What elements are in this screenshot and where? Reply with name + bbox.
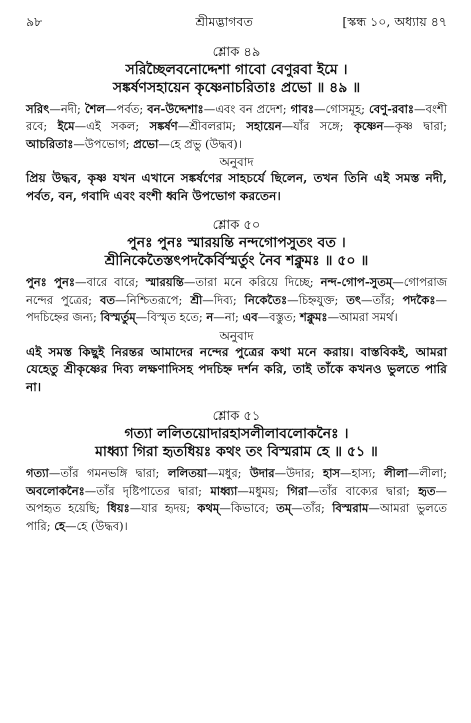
verse-block <box>26 44 447 205</box>
sanskrit-term: ইমে <box>57 119 75 134</box>
gloss: —গোপরাজ নন্দের পুত্রের; <box>26 275 448 307</box>
translation-text: এই সমস্ত কিছুই নিরন্তর আমাদের নন্দের পুত্রের কথা মনে করায়। বাস্তবিকই, আমরা যেহেতু শ্রীকৃষ্ণের দিব্য লক্ষণাদিসহ পদচিহ্ন দর্শন করি, তাই তাঁকে কখনও ভুলতে পারি না। <box>26 344 447 394</box>
sanskrit-term: গাবঃ <box>290 102 315 116</box>
verse-line: শ্রীনিকেতৈস্তৎপদকৈর্বিস্মর্তুং নৈব শক্নুমঃ ॥ ৫০ ॥ <box>104 253 369 270</box>
gloss: —অপহৃত হয়েছি; <box>26 483 447 516</box>
page-number: ৯৮ <box>26 14 43 29</box>
sanskrit-term: ধিয়ঃ <box>107 501 130 516</box>
sanskrit-term: বন-উদ্দেশাঃ <box>147 102 204 116</box>
verse-line: মাধ্ব্যা গিরা হৃতধিয়ঃ কথং তং বিস্মরাম হে ॥ ৫১ ॥ <box>95 444 378 461</box>
verse-line: সরিচ্ছৈলবনোদ্দেশা গাবো বেণুরবা ইমে । <box>125 62 348 78</box>
sanskrit-term: কথম্ <box>197 501 220 516</box>
translation-label: অনুবাদ <box>219 328 254 343</box>
verse-line: গত্যা ললিতয়োদারহাসলীলাবলোকনৈঃ । <box>124 426 349 443</box>
gloss: —তাঁর; <box>291 501 333 516</box>
sanskrit-term: শৈল <box>84 102 106 116</box>
verse-number: শ্লোক ৫১ <box>212 409 261 425</box>
sanskrit-term: শ্রী <box>190 292 203 307</box>
gloss: —কিভাবে; <box>219 501 277 516</box>
sanskrit-term: তম্ <box>276 501 292 516</box>
sanskrit-term: স্মারয়ন্তি <box>145 275 184 290</box>
sanskrit-term: হৃত <box>418 483 436 498</box>
word-for-word <box>26 101 447 153</box>
gloss: —চিহ্নযুক্ত; <box>287 292 347 307</box>
gloss: —বারে বারে; <box>74 275 146 290</box>
gloss: —তাঁর; <box>361 292 403 307</box>
gloss: —তাঁর গমনভঙ্গি দ্বারা; <box>48 466 168 481</box>
sanskrit-term: প্রভো <box>133 136 159 151</box>
gloss: —তাঁর বাক্যের দ্বারা; <box>307 483 419 498</box>
page-header <box>26 14 447 32</box>
verse-line: পুনঃ পুনঃ স্মারয়ন্তি নন্দগোপসুতং বত । <box>127 235 346 252</box>
gloss: —কৃষ্ণ দ্বারা; <box>383 119 447 134</box>
sanskrit-term: হে <box>54 518 66 533</box>
verse-block <box>26 217 447 396</box>
gloss: —উপভোগ; <box>73 136 134 151</box>
gloss: —দিব্য; <box>202 292 245 307</box>
gloss: —নিশ্চিতরূপে; <box>115 292 191 307</box>
gloss: —লীলা; <box>407 466 448 481</box>
sanskrit-term: পুনঃ পুনঃ <box>26 275 75 290</box>
sanskrit-term: বত <box>99 292 116 307</box>
gloss: —তারা মনে করিয়ে দিচ্ছে; <box>183 275 321 290</box>
gloss: —পদচিহ্নের জন্য; <box>26 292 447 325</box>
chapter-reference: [স্কন্ধ ১০, অধ্যায় ৪৭ <box>342 14 447 29</box>
verse-number: শ্লোক ৫০ <box>212 218 261 234</box>
gloss: —বস্তুত; <box>257 310 301 325</box>
gloss: —এই সকল; <box>74 119 150 134</box>
gloss: —যার হৃদয়; <box>129 501 198 516</box>
sanskrit-term: ললিতয়া <box>167 466 207 481</box>
sanskrit-term: বিস্মর্তুম্ <box>100 310 136 325</box>
sanskrit-term: অবলোকনৈঃ <box>26 483 85 498</box>
sanskrit-term: নিকেতৈঃ <box>244 292 288 307</box>
word-for-word <box>26 465 447 535</box>
gloss: —তাঁর দৃষ্টিপাতের দ্বারা; <box>84 483 211 498</box>
sanskrit-term: নন্দ-গোপ-সুতম্ <box>320 275 393 290</box>
sanskrit-term: সহায়েন <box>246 119 282 134</box>
gloss: —আমরা ভুলতে পারি; <box>26 501 447 533</box>
translation-label: অনুবাদ <box>219 155 254 170</box>
verse-block <box>26 408 447 535</box>
sanskrit-term: পদকৈঃ <box>402 292 436 307</box>
gloss: —নদী; <box>49 102 85 116</box>
book-title: শ্রীমদ্ভাগবত <box>195 14 253 29</box>
gloss: —যাঁর সঙ্গে; <box>281 119 354 134</box>
gloss: —মধুর; <box>206 466 250 481</box>
gloss: —হে (উদ্ধব)। <box>65 518 128 533</box>
sanskrit-term: বিস্মরাম <box>332 501 369 516</box>
gloss: —বিস্মৃত হতে; <box>135 310 207 325</box>
sanskrit-term: সরিৎ <box>26 102 50 116</box>
sanskrit-term: গিরা <box>287 483 308 498</box>
sanskrit-term: আচরিতাঃ <box>26 136 74 151</box>
gloss: —বংশী রবে; <box>26 102 447 134</box>
gloss: —পর্বত; <box>105 102 148 116</box>
sanskrit-term: তৎ <box>346 292 362 307</box>
verse-line: সঙ্কর্ষণসহায়েন কৃষ্ণেনাচরিতাঃ প্রভো ॥ ৪৯ ॥ <box>112 80 361 96</box>
sanskrit-term: উদার <box>249 466 275 481</box>
sanskrit-term: ন <box>206 310 214 325</box>
sanskrit-term: শক্নুমঃ <box>300 310 328 325</box>
verse-number: শ্লোক ৪৯ <box>212 45 261 60</box>
gloss: —আমরা সমর্থ। <box>327 310 398 325</box>
sanskrit-term: এব <box>242 310 258 325</box>
word-for-word <box>26 274 447 326</box>
gloss: —শ্রীবলরাম; <box>177 119 247 134</box>
gloss: —গোসমূহ; <box>314 102 370 116</box>
gloss: —হাস্য; <box>340 466 385 481</box>
sanskrit-term: হাস <box>323 466 341 481</box>
gloss: —এবং বন প্রদেশ; <box>203 102 291 116</box>
sanskrit-term: লীলা <box>384 466 408 481</box>
translation-text: প্রিয় উদ্ধব, কৃষ্ণ যখন এখানে সঙ্কর্ষণের সাহচর্যে ছিলেন, তখন তিনি এই সমস্ত নদী, পর্বত, বন, গবাদি এবং বংশী ধ্বনি উপভোগ করতেন। <box>26 171 447 203</box>
sanskrit-term: কৃষ্ণেন <box>353 119 384 134</box>
gloss: —উদার; <box>274 466 324 481</box>
sanskrit-term: মাধ্ব্যা <box>210 483 238 498</box>
sanskrit-term: বেণু-রবাঃ <box>369 102 415 116</box>
gloss: —হে প্রভু (উদ্ধব)। <box>158 136 242 151</box>
sanskrit-term: গত্যা <box>26 466 49 481</box>
sanskrit-term: সঙ্কর্ষণ <box>149 119 178 134</box>
gloss: —মধুময়; <box>237 483 288 498</box>
gloss: —না; <box>213 310 243 325</box>
